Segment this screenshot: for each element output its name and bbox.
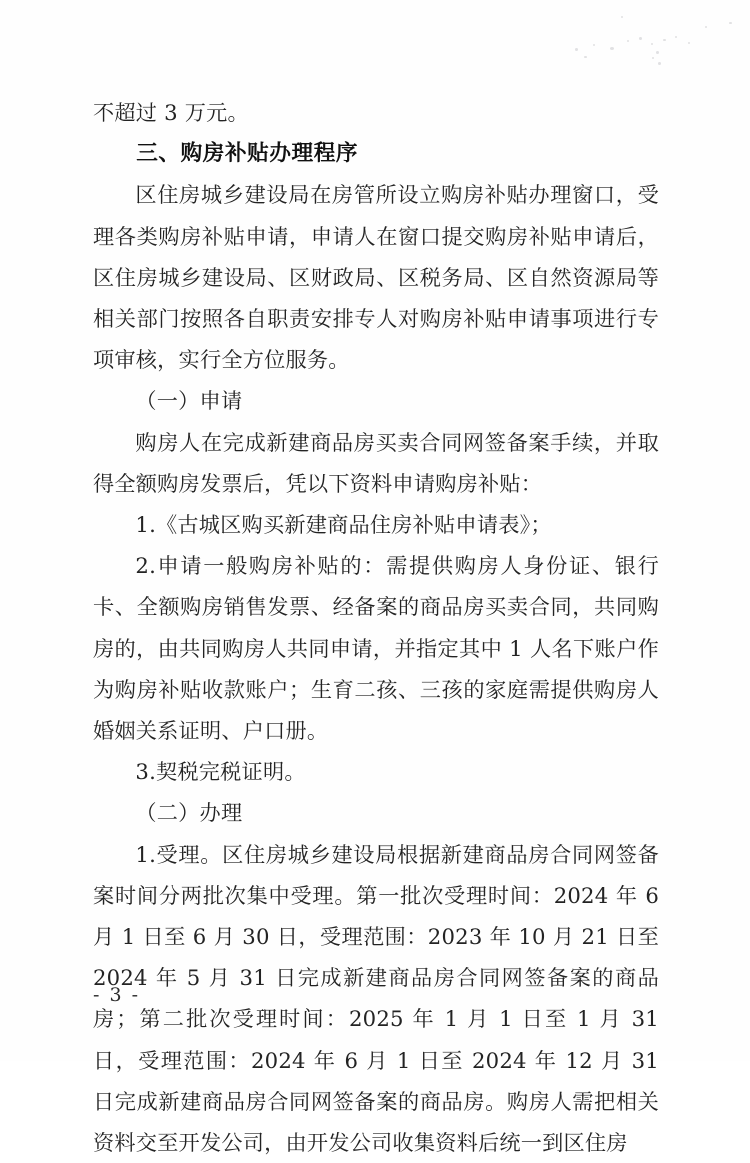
list-item-3: 3.契税完税证明。: [135, 759, 306, 785]
subsection-title-processing: （二）办理: [135, 800, 243, 826]
paragraph-carryover: 不超过 3 万元。: [93, 100, 249, 125]
subsection-title-application: （一）申请: [135, 388, 243, 414]
scan-speckle-artifacts: [555, 18, 735, 78]
document-body: [93, 92, 659, 1163]
list-item-2: 2.申请一般购房补贴的：需提供购房人身份证、银行卡、全额购房销售发票、经备案的商品房买卖合同，共同购房的，由共同购房人共同申请，并指定其中 1 人名下账户作为购房补贴收款账户；生育二孩、三孩的家庭需提供购房人婚姻关系证明、户口册。: [93, 553, 659, 744]
section-heading-three: 三、购房补贴办理程序: [136, 141, 359, 167]
list-item-1: 1.《古城区购买新建商品住房补贴申请表》；: [135, 512, 552, 538]
paragraph-application-lead: 购房人在完成新建商品房买卖合同网签备案手续，并取得全额购房发票后，凭以下资料申请购房补贴：: [93, 429, 659, 496]
page-number: - 3 -: [93, 984, 141, 1006]
paragraph-intro: 区住房城乡建设局在房管所设立购房补贴办理窗口，受理各类购房补贴申请，申请人在窗口提交购房补贴申请后，区住房城乡建设局、区财政局、区税务局、区自然资源局等相关部门按照各自职责安排专人对购房补贴申请事项进行专项审核，实行全方位服务。: [93, 182, 659, 373]
list-item-acceptance: 1.受理。区住房城乡建设局根据新建商品房合同网签备案时间分两批次集中受理。第一批次受理时间：2024 年 6 月 1 日至 6 月 30 日，受理范围：2023 年 10 月 21 日至 2024 年 5 月 31 日完成新建商品房合同网签备案的商品房；第二批次受理时间：2025 年 1 月 1 日至 1 月 31 日，受理范围：2024 年 6 月 1 日至 2024 年 12 月 31 日完成新建商品房合同网签备案的商品房。购房人需把相关资料交至开发公司，由开发公司收集资料后统一到区住房: [93, 841, 659, 1156]
